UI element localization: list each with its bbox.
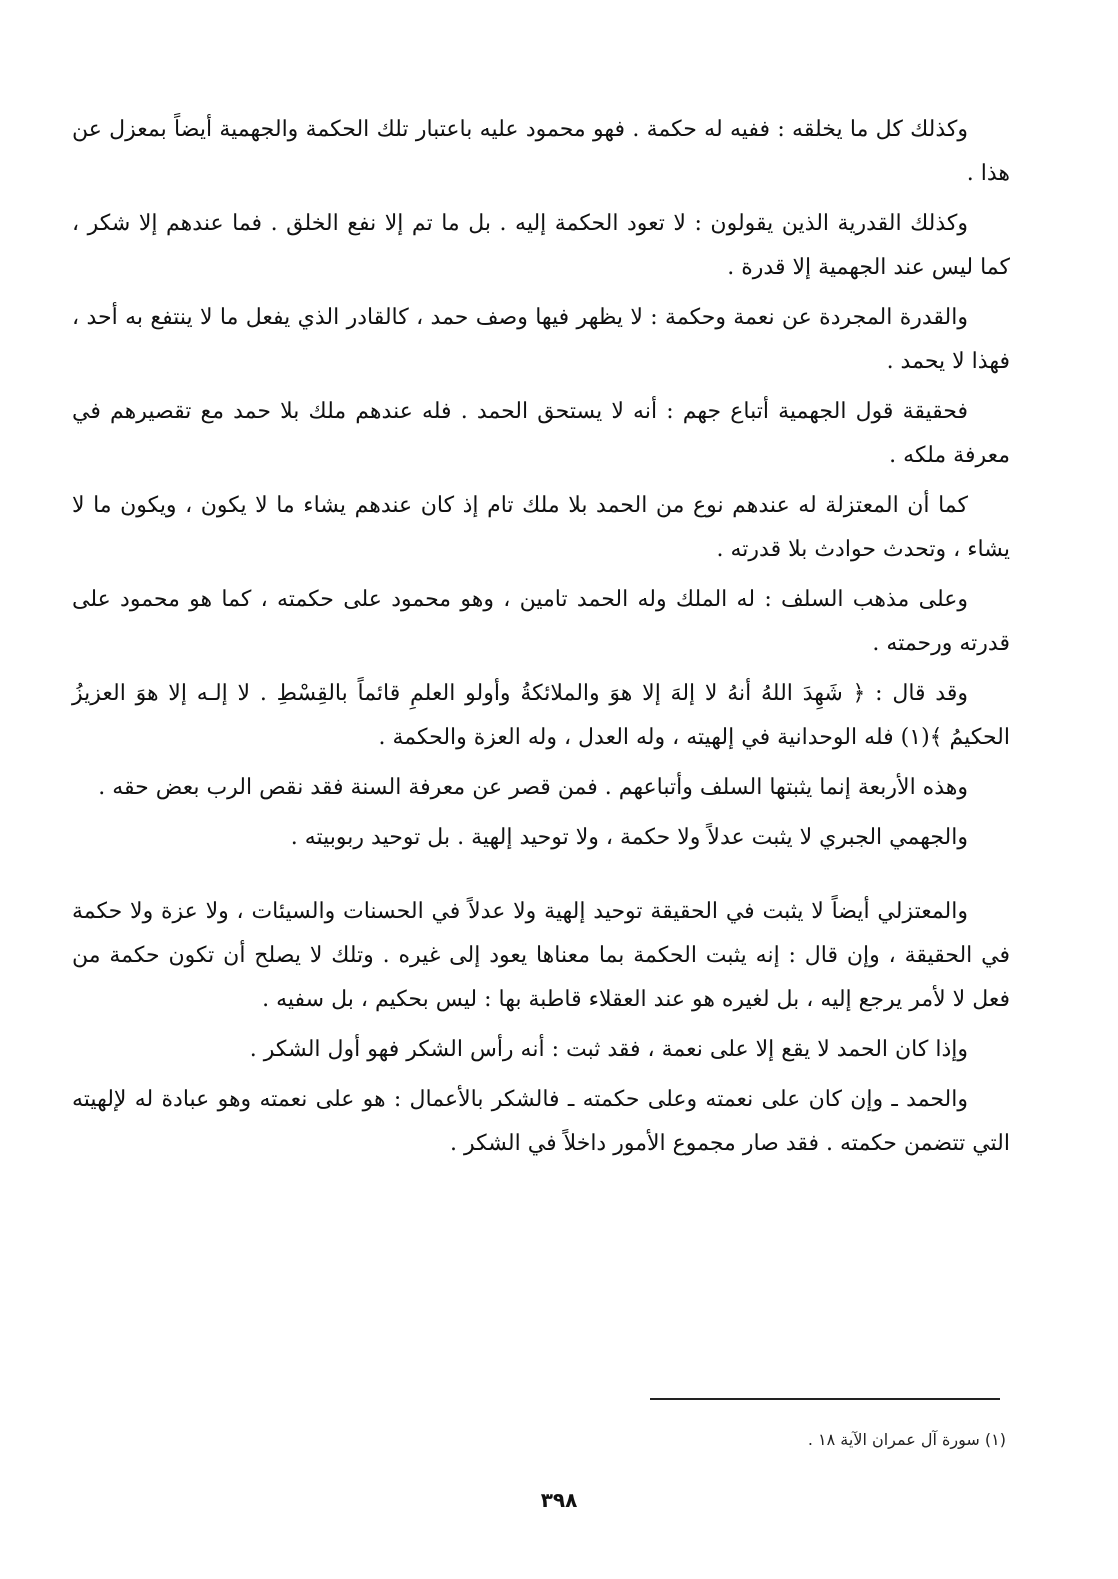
paragraph-12: والحمد ـ وإن كان على نعمته وعلى حكمته ـ فالشكر بالأعمال : هو على نعمته وهو عبادة له لإلهيته التي تتضمن حكمته . فقد صار مجموع الأمور داخلاً في الشكر . — [72, 1087, 1010, 1156]
paragraph-4: فحقيقة قول الجهمية أتباع جهم : أنه لا يستحق الحمد . فله عندهم ملك بلا حمد مع تقصيرهم في معرفة ملكه . — [72, 399, 1010, 468]
paragraph-3: والقدرة المجردة عن نعمة وحكمة : لا يظهر فيها وصف حمد ، كالقادر الذي يفعل ما لا ينتفع به أحد ، فهذا لا يحمد . — [72, 305, 1010, 374]
main-text — [72, 108, 1010, 1172]
paragraph-1: وكذلك كل ما يخلقه : ففيه له حكمة . فهو محمود عليه باعتبار تلك الحكمة والجهمية أيضاً بمعزل عن هذا . — [72, 117, 1010, 186]
footnote-divider — [650, 1398, 1000, 1400]
paragraph-5: كما أن المعتزلة له عندهم نوع من الحمد بلا ملك تام إذ كان عندهم يشاء ما لا يكون ، ويكون ما لا يشاء ، وتحدث حوادث بلا قدرته . — [72, 493, 1010, 562]
footnote: (١) سورة آل عمران الآية ١٨ . — [807, 1430, 1006, 1449]
paragraph-10: والمعتزلي أيضاً لا يثبت في الحقيقة توحيد إلهية ولا عدلاً في الحسنات والسيئات ، ولا عزة ولا حكمة في الحقيقة ، وإن قال : إنه يثبت الحكمة بما معناها يعود إلى غيره . وتلك لا يصلح أن تكون حكمة من فعل لا لأمر يرجع إليه ، بل لغيره هو عند العقلاء قاطبة بها : ليس بحكيم ، بل سفيه . — [72, 899, 1010, 1012]
paragraph-2: وكذلك القدرية الذين يقولون : لا تعود الحكمة إليه . بل ما تم إلا نفع الخلق . فما عندهم إلا شكر ، كما ليس عند الجهمية إلا قدرة . — [72, 211, 1010, 280]
paragraph-6: وعلى مذهب السلف : له الملك وله الحمد تامين ، وهو محمود على حكمته ، كما هو محمود على قدرته ورحمته . — [72, 587, 1010, 656]
page-number: ٣٩٨ — [540, 1488, 578, 1512]
paragraph-9: والجهمي الجبري لا يثبت عدلاً ولا حكمة ، ولا توحيد إلهية . بل توحيد ربوبيته . — [290, 825, 968, 850]
paragraph-11: وإذا كان الحمد لا يقع إلا على نعمة ، فقد ثبت : أنه رأس الشكر فهو أول الشكر . — [249, 1037, 968, 1062]
paragraph-7-quran-quote: وقد قال : ﴿ شَهِدَ اللهُ أنهُ لا إلهَ إلا هوَ والملائكةُ وأولو العلمِ قائماً بالقِسْطِ . لا إلـه إلا هوَ العزيزُ الحكيمُ ﴾(١) فله الوحدانية في إلهيته ، وله العدل ، وله العزة والحكمة . — [72, 681, 1010, 750]
paragraph-8: وهذه الأربعة إنما يثبتها السلف وأتباعهم . فمن قصر عن معرفة السنة فقد نقص الرب بعض حقه . — [98, 775, 968, 800]
